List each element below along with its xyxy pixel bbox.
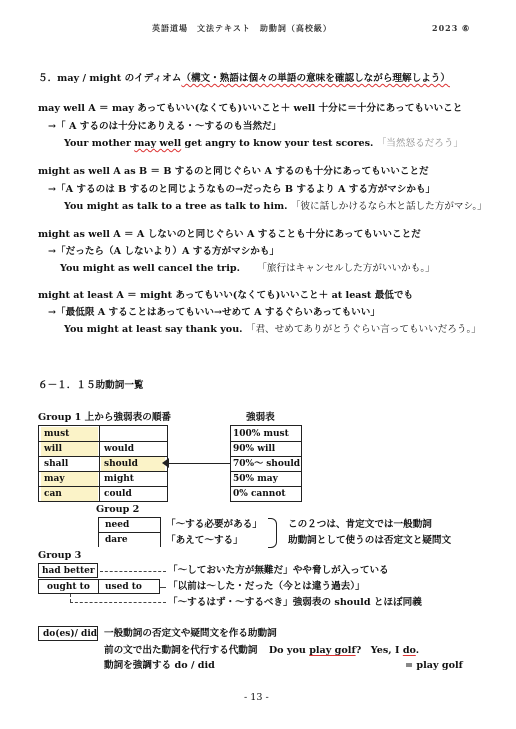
arrow-head: [162, 458, 169, 468]
idiom-4-example: [64, 324, 481, 336]
idiom-3-meaning: →「だったら（A しないより）A する方がマシかも」: [48, 246, 280, 257]
idiom-1-example: [64, 138, 463, 150]
idiom-1-definition: may well A ＝ may あってもいい(なくても)いいこと＋ well 十分に＝十分にあってもいいこと: [38, 103, 463, 114]
group1-cell-will: will: [41, 442, 98, 456]
idiom-2-example: [64, 201, 487, 213]
dare-meaning: 「あえて〜する」: [166, 535, 243, 546]
header-issue: 2023 ⑥: [432, 23, 471, 33]
used-to-word: used to: [105, 582, 142, 592]
group2-note-1: この２つは、肯定文では一般動詞: [288, 519, 432, 530]
idiom-1-example-post: get angry to know your test scores.: [181, 138, 374, 149]
group2-label: Group 2: [96, 504, 140, 515]
section5-title: [38, 73, 450, 85]
do-line-2-en-key: play golf: [309, 645, 356, 656]
had-better-word: had better: [42, 566, 95, 576]
idiom-2-example-ja: 「彼に話しかけるなら木と話した方がマシ。」: [290, 201, 487, 212]
idiom-3-example-ja: 「旅行はキャンセルした方がいいかも。」: [257, 263, 435, 274]
strength-table: [230, 425, 302, 502]
group2-bracket: [268, 518, 277, 548]
do-box-text: do(es)/ did: [43, 629, 98, 639]
section61-title: ６－１．１５助動詞一覧: [38, 380, 144, 391]
group1-cell-may: may: [41, 472, 98, 486]
idiom-1-meaning: →「 A するのは十分にありえる・〜するのも当然だ」: [48, 121, 282, 132]
strength-row-90: 90% will: [233, 444, 276, 454]
strength-table-label: 強弱表: [246, 412, 275, 423]
do-line-2: [104, 645, 419, 657]
group1-cell-should: should: [101, 457, 165, 471]
idiom-1-example-pre: Your mother: [64, 138, 135, 149]
had-better-meaning: 「〜しておいた方が無難だ」やや脅しが入っている: [168, 565, 389, 576]
section5-title-note: （構文・熟語は個々の単語の意味を確認しながら理解しよう）: [181, 73, 450, 84]
do-line-2-en-pre: Do you: [268, 645, 310, 656]
do-line-2-ja: 前の文で出た動詞を代行する代動詞: [104, 645, 258, 656]
group1-cell-empty: [101, 427, 165, 441]
group1-table: [38, 425, 168, 502]
group3-label: Group 3: [38, 550, 82, 561]
idiom-4-meaning: →「最低限 A することはあってもいい→せめて A するぐらいあってもいい」: [48, 307, 380, 318]
ought-to-dash-h: [70, 602, 166, 603]
strength-row-70: 70%〜 should: [233, 459, 301, 469]
idiom-3-definition: might as well A ＝ A しないのと同じぐらい A することも十分にあってもいいことだ: [38, 229, 421, 240]
had-better-dash: [100, 571, 166, 572]
idiom-1-example-ja: 「当然怒るだろう」: [376, 138, 464, 149]
idiom-4-example-ja: 「君、せめてありがとうぐらい言ってもいいだろう。」: [245, 324, 481, 335]
ought-to-dash-v: [70, 594, 71, 602]
group2-cell-dare: dare: [105, 535, 128, 545]
used-to-dash: [160, 587, 166, 588]
do-line-2-en-key2: do: [402, 645, 416, 656]
do-line-3-right: = play golf: [405, 660, 463, 671]
section5-title-main: ５．may / might のイディオム: [38, 73, 182, 84]
idiom-3-example-en: You might as well cancel the trip.: [60, 263, 240, 274]
idiom-2-definition: might as well A as B ＝ B するのと同じぐらい A するのも十分にあってもいいことだ: [38, 166, 429, 177]
do-line-3: 動詞を強調する do / did: [104, 660, 215, 671]
idiom-1-example-key: may well: [134, 138, 182, 149]
group1-cell-shall: shall: [44, 459, 69, 469]
strength-row-50: 50% may: [233, 474, 278, 484]
group1-label: Group 1 上から強弱表の順番: [38, 412, 172, 423]
group2-cell-need: need: [105, 520, 130, 530]
idiom-4-example-en: You might at least say thank you.: [64, 324, 243, 335]
do-line-1: 一般動詞の否定文や疑問文を作る助動詞: [104, 628, 277, 639]
idiom-3-example: [60, 263, 435, 275]
idiom-4-definition: might at least A ＝ might あってもいい(なくても)いいこと＋ at least 最低でも: [38, 290, 414, 301]
need-meaning: 「〜する必要がある」: [166, 519, 262, 530]
ought-to-word: ought to: [47, 582, 90, 592]
idiom-2-example-en: You might as talk to a tree as talk to him.: [64, 201, 288, 212]
page-number: - 13 -: [244, 692, 269, 703]
idiom-2-meaning: →「A するのは B するのと同じようなもの→だったら B するより A する方がマシかも」: [48, 184, 436, 195]
group2-note-2: 助動詞として使うのは否定文と疑問文: [288, 535, 452, 546]
group1-cell-could: could: [104, 489, 132, 499]
group1-cell-must: must: [41, 427, 98, 441]
do-line-2-en-post: .: [415, 645, 420, 656]
do-line-2-en-mid: ? Yes, I: [355, 645, 403, 656]
used-to-meaning: 「以前は〜した・だった（今とは違う過去）」: [168, 581, 365, 592]
ought-to-meaning: 「〜するはず・〜するべき」強弱表の should とほぼ同義: [168, 597, 422, 608]
header-title: 英語道場 文法テキスト 助動詞（高校級）: [152, 23, 332, 33]
group1-cell-would: would: [104, 444, 135, 454]
group1-cell-might: might: [104, 474, 134, 484]
group1-cell-can: can: [41, 487, 98, 501]
arrow-line: [168, 463, 230, 464]
strength-row-0: 0% cannot: [233, 489, 286, 499]
strength-row-100: 100% must: [233, 429, 289, 439]
